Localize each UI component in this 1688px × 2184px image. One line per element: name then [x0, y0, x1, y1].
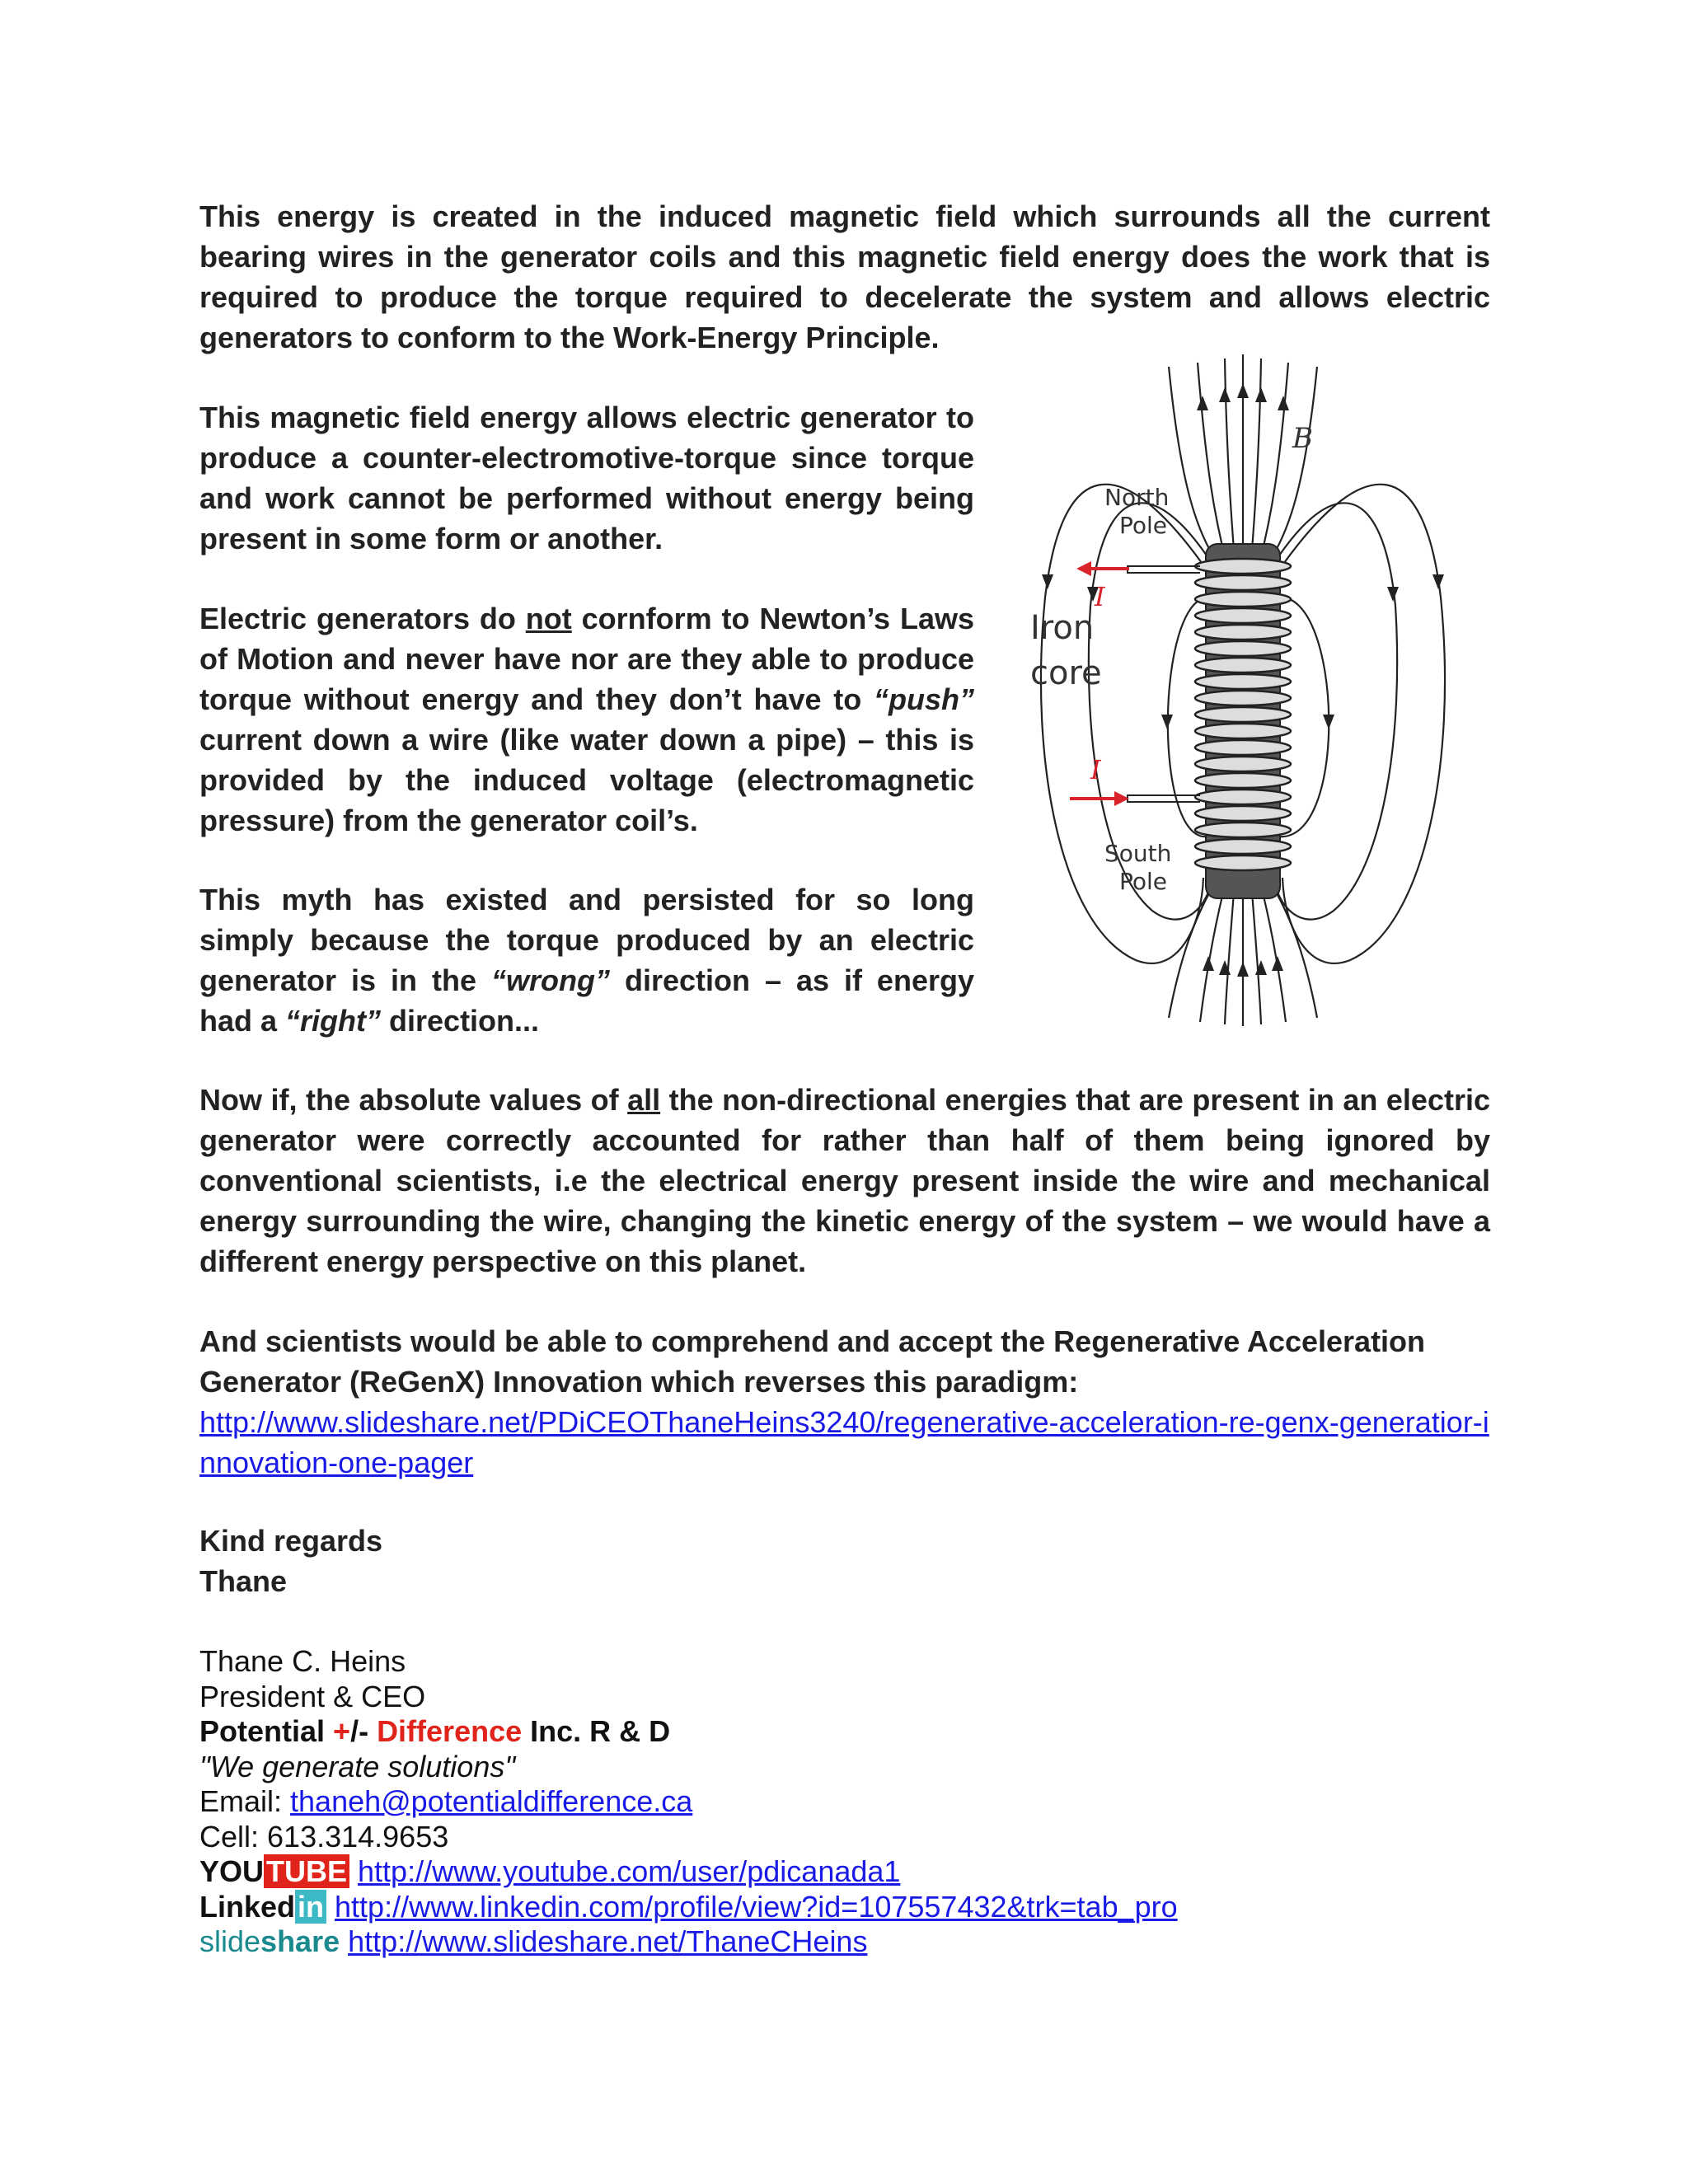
- field-line: [1268, 367, 1317, 565]
- arrow-down: [1432, 574, 1444, 589]
- sig-youtube-row: [199, 1854, 1490, 1890]
- sig-linkedin-row: [199, 1890, 1490, 1925]
- paragraph-energy-magnetic-field: This energy is created in the induced magnetic field which surrounds all the current bearing wires in the generator coils and this magnetic field energy does the work that is required to produce the torque required to decelerate the system and allows electric generators to conform to the Work-Energy Principle.: [199, 199, 1490, 354]
- arrow-up: [1272, 956, 1283, 971]
- arrow-up: [1255, 387, 1267, 402]
- field-line: [1169, 367, 1218, 565]
- field-line: [1251, 359, 1261, 561]
- email-link[interactable]: thaneh@potentialdifference.ca: [290, 1784, 693, 1818]
- slideshare-link[interactable]: http://www.slideshare.net/ThaneCHeins: [348, 1924, 868, 1958]
- closing-block: [199, 1521, 1490, 1601]
- paragraph-myth: This myth has existed and persisted for so long simply because the torque produced by an electric generator is in the “wrong” direction – as if energy had a “right” direction...: [199, 883, 974, 1038]
- sig-email-row: Email: thaneh@potentialdifference.ca: [199, 1784, 693, 1818]
- arrow-down: [1387, 587, 1399, 602]
- label-current-bottom: I: [1090, 754, 1101, 785]
- field-line: [1251, 881, 1261, 1024]
- linkedin-logo: Linkedin: [199, 1890, 326, 1924]
- arrow-up: [1197, 396, 1208, 410]
- label-b: B: [1292, 422, 1313, 455]
- arrow-up: [1219, 387, 1231, 402]
- field-line: [1282, 485, 1445, 963]
- label-south-pole: Pole: [1119, 868, 1168, 895]
- label-iron: Iron: [1030, 609, 1095, 647]
- sig-cell: Cell: 613.314.9653: [199, 1819, 449, 1854]
- paragraph-regenx: [199, 1321, 1490, 1483]
- label-core: core: [1030, 654, 1102, 692]
- linkedin-link[interactable]: http://www.linkedin.com/profile/view?id=107557432&trk=tab_pro: [335, 1889, 1178, 1924]
- lead-wires: [1128, 566, 1200, 802]
- signature-block: [199, 1644, 1490, 1960]
- label-south: South: [1104, 840, 1172, 867]
- paragraph-absolute-values: Now if, the absolute values of all the non-directional energies that are present in an electric generator were correctly accounted for rather than half of them being ignored by conventional scientists, i.e the electrical energy present inside the wire and mechanical energy surrounding the wire, changing the kinetic energy of the system – we would have a different energy perspective on this planet.: [199, 1083, 1490, 1278]
- arrow-down: [1042, 574, 1053, 589]
- sig-company: Potential +/- Difference Inc. R & D: [199, 1714, 671, 1748]
- label-north: North: [1104, 484, 1170, 511]
- regenx-link[interactable]: http://www.slideshare.net/PDiCEOThaneHeins3240/regenerative-acceleration-re-genx-generatior-innovation-one-pager: [199, 1405, 1489, 1479]
- sig-tagline: "We generate solutions": [199, 1749, 516, 1783]
- label-north-pole: Pole: [1119, 512, 1168, 539]
- label-current-top: I: [1095, 581, 1105, 612]
- slideshare-logo: slideshare: [199, 1924, 340, 1958]
- youtube-link[interactable]: http://www.youtube.com/user/pdicanada1: [358, 1854, 901, 1888]
- field-line: [1274, 503, 1397, 919]
- sig-name: Thane C. Heins: [199, 1644, 406, 1678]
- arrow-up: [1237, 383, 1249, 398]
- closing-greeting: Kind regards: [199, 1524, 383, 1558]
- arrow-up: [1237, 962, 1249, 977]
- field-line: [1225, 359, 1235, 561]
- paragraph-counter-torque: This magnetic field energy allows electric generator to produce a counter-electromotive-torque since torque and work cannot be performed without energy being present in some form or another.: [199, 401, 974, 555]
- electromagnet-field-diagram: [1012, 350, 1474, 1028]
- youtube-logo: YOUTUBE: [199, 1854, 349, 1888]
- arrow-up: [1203, 956, 1214, 971]
- arrow-down: [1323, 715, 1334, 729]
- regenx-text: And scientists would be able to comprehend and accept the Regenerative Acceleration Generator (ReGenX) Innovation which reverses this paradigm:: [199, 1324, 1426, 1399]
- arrow-down: [1161, 715, 1173, 729]
- paragraph-newtons-laws: Electric generators do not cornform to Newton’s Laws of Motion and never have nor are they able to produce torque without energy and they don’t have to “push” current down a wire (like water down a pipe) – this is provided by the induced voltage (electromagnetic pressure) from the generator coil’s.: [199, 602, 974, 837]
- arrow-up: [1278, 396, 1289, 410]
- sig-slideshare-row: [199, 1924, 1490, 1960]
- field-line: [1225, 881, 1235, 1024]
- closing-name: Thane: [199, 1564, 288, 1598]
- sig-title: President & CEO: [199, 1679, 426, 1713]
